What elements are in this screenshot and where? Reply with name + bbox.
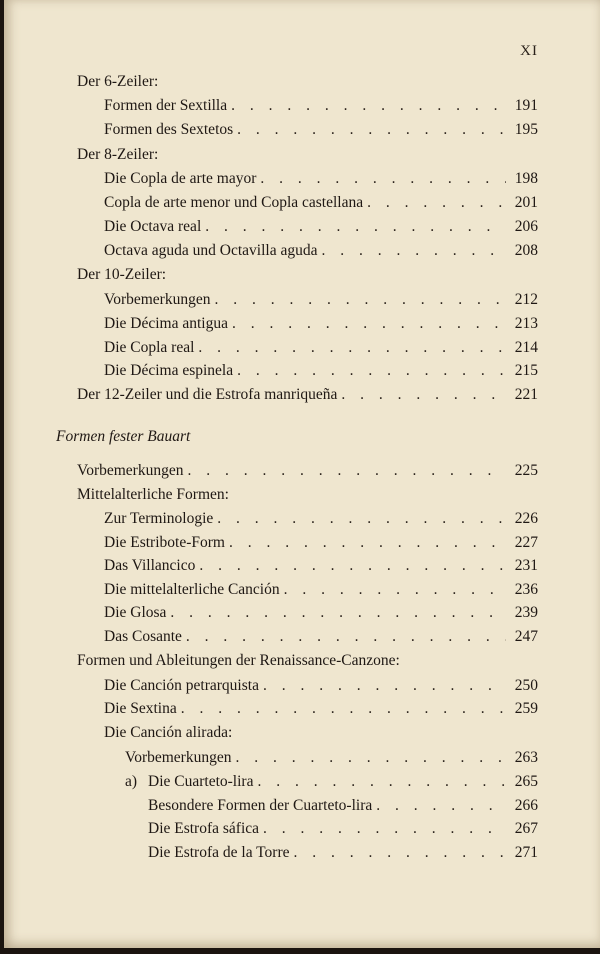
toc-entry-title: Die Sextina [104,700,177,717]
dot-leader [198,339,506,357]
toc-entry-title: Der 12-Zeiler und die Estrofa manriqueña [77,386,338,403]
dot-leader [294,844,506,862]
toc-entry [125,749,538,771]
toc-entry [104,604,538,626]
heading-6-zeiler: Der 6-Zeiler: [77,73,159,90]
section-title: Formen fester Bauart [56,428,191,445]
toc-entry-page: 221 [514,386,538,403]
heading-10-zeiler: Der 10-Zeiler: [77,266,167,283]
toc-entry-page: 212 [514,291,538,308]
dot-leader [205,218,506,236]
toc-entry-title: Die Cuarteto-lira [148,773,254,790]
dot-leader [376,797,506,815]
toc-entry [104,510,538,532]
toc-entry-page: 198 [514,170,538,187]
toc-entry-title: Die Estrofa sáfica [148,820,260,837]
toc-entry-page: 225 [514,462,538,479]
toc-entry [104,170,538,192]
toc-entry-page: 271 [514,844,538,861]
dot-leader [367,194,506,212]
toc-entry-page: 227 [514,534,538,551]
toc-entry-page: 263 [514,749,538,766]
toc-entry [104,242,538,264]
toc-entry [104,194,538,216]
toc-entry-title: Vorbemerkungen [125,749,232,766]
toc-entry [148,773,538,795]
toc-entry-page: 267 [514,820,538,837]
toc-entry-title: Octava aguda und Octavilla aguda [104,242,318,259]
toc-entry-title: Das Cosante [104,628,182,645]
toc-entry-title: Die Estribote-Form [104,534,225,551]
toc-entry-page: 213 [514,315,538,332]
dot-leader [263,677,506,695]
dot-leader [170,604,506,622]
page-number: XI [520,43,538,59]
dot-leader [199,557,506,575]
heading-8-zeiler: Der 8-Zeiler: [77,146,159,163]
toc-entry-page: 236 [514,581,538,598]
toc-entry-page: 208 [514,242,538,259]
dot-leader [284,581,506,599]
dot-leader [187,462,506,480]
dot-leader [181,700,506,718]
toc-entry [104,581,538,603]
toc-entry-title: Die mittelalterliche Canción [104,581,280,598]
toc-entry-title: Die Canción petrarquista [104,677,259,694]
toc-entry [104,121,538,143]
toc-entry [77,386,538,408]
toc-entry-title: Vorbemerkungen [77,462,184,479]
dot-leader [229,534,506,552]
dot-leader [235,749,506,767]
book-page [4,0,600,948]
dot-leader [237,121,506,139]
toc-entry-title: Die Estrofa de la Torre [148,844,290,861]
toc-entry-title: Die Copla real [104,339,195,356]
dot-leader [257,773,506,791]
dot-leader [217,510,506,528]
toc-entry-title: Besondere Formen der Cuarteto-lira [148,797,373,814]
toc-entry [104,97,538,119]
toc-entry-page: 265 [514,773,538,790]
subsection-label-a: a) [125,773,138,790]
toc-entry [104,339,538,361]
toc-entry-page: 206 [514,218,538,235]
dot-leader [237,362,506,380]
toc-entry-title: Das Villancico [104,557,196,574]
toc-entry [104,700,538,722]
heading-cancion-alirada: Die Canción alirada: [104,724,233,741]
toc-entry [104,677,538,699]
toc-entry [104,628,538,650]
toc-entry-page: 231 [514,557,538,574]
dot-leader [231,97,506,115]
heading-mittelalterliche-formen: Mittelalterliche Formen: [77,486,229,503]
toc-entry [77,462,538,484]
toc-entry-page: 239 [514,604,538,621]
toc-entry [104,291,538,313]
toc-entry-page: 259 [514,700,538,717]
toc-entry [148,797,538,819]
toc-entry [104,557,538,579]
toc-entry-page: 226 [514,510,538,527]
toc-entry-title: Die Copla de arte mayor [104,170,257,187]
toc-entry [104,534,538,556]
toc-entry-page: 191 [514,97,538,114]
dot-leader [321,242,506,260]
dot-leader [260,170,506,188]
toc-entry-page: 266 [514,797,538,814]
toc-entry-title: Copla de arte menor und Copla castellana [104,194,364,211]
toc-entry-page: 195 [514,121,538,138]
dot-leader [232,315,506,333]
toc-entry-title: Formen der Sextilla [104,97,228,114]
dot-leader [263,820,506,838]
toc-entry-page: 201 [514,194,538,211]
toc-entry-page: 215 [514,362,538,379]
toc-entry-page: 247 [514,628,538,645]
dot-leader [214,291,506,309]
toc-entry-title: Die Décima espinela [104,362,234,379]
toc-entry-title: Vorbemerkungen [104,291,211,308]
toc-entry [104,218,538,240]
dot-leader [341,386,506,404]
dot-leader [186,628,506,646]
toc-entry-page: 250 [514,677,538,694]
toc-entry-title: Die Glosa [104,604,167,621]
toc-entry [104,362,538,384]
heading-renaissance-canzone: Formen und Ableitungen der Renaissance-Canzone: [77,652,400,669]
toc-entry [148,844,538,866]
toc-entry [104,315,538,337]
toc-entry-title: Zur Terminologie [104,510,214,527]
toc-entry-title: Formen des Sextetos [104,121,234,138]
toc-entry [148,820,538,842]
toc-entry-title: Die Décima antigua [104,315,228,332]
toc-entry-page: 214 [514,339,538,356]
toc-entry-title: Die Octava real [104,218,202,235]
